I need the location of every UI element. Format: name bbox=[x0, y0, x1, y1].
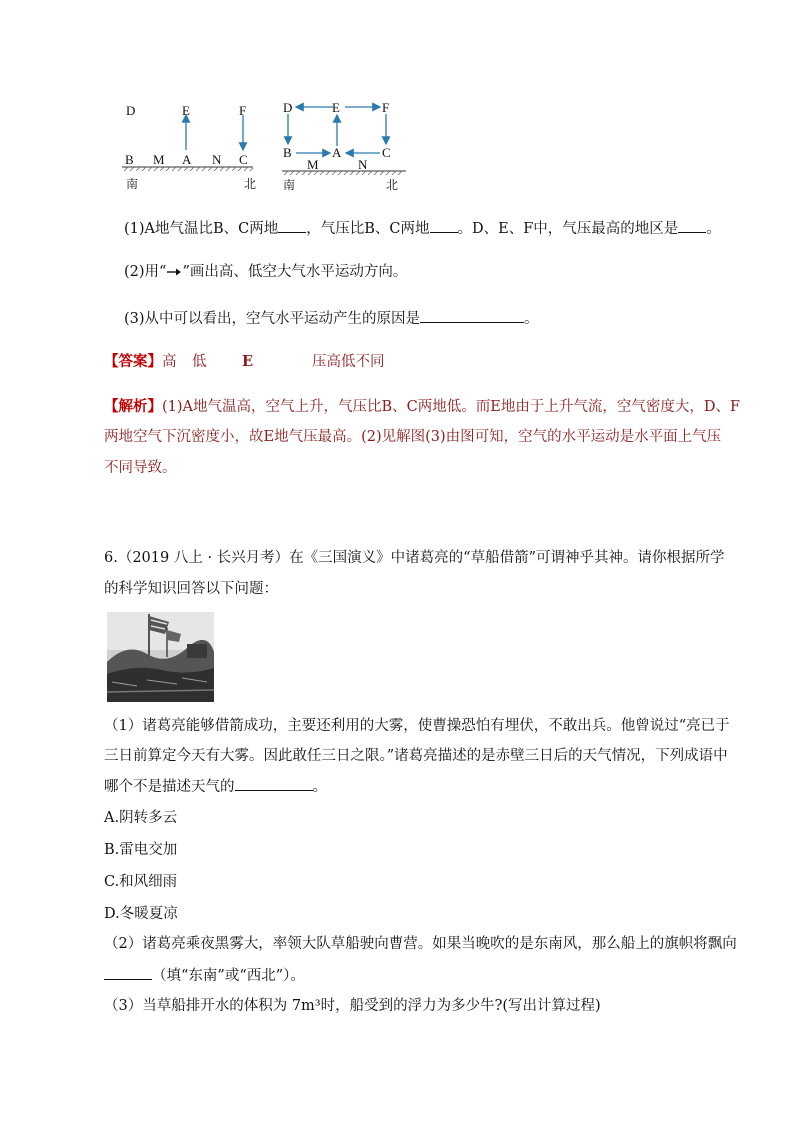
left-label-south: 南 bbox=[126, 177, 139, 191]
q5-blank-1[interactable] bbox=[278, 218, 306, 233]
q5-blank-4[interactable] bbox=[420, 308, 524, 323]
left-label-b: B bbox=[125, 152, 134, 167]
q6-option-c: C.和风细雨 bbox=[104, 874, 178, 890]
right-label-south: 南 bbox=[283, 178, 296, 192]
q6-sub2-line1: （2）诸葛亮乘夜黑雾大，率领大队草船驶向曹营。如果当晚吹的是东南风，那么船上的旗帜将飘向 bbox=[104, 936, 737, 952]
right-label-m: M bbox=[307, 157, 319, 172]
q6-sub1-line1: （1）诸葛亮能够借箭成功，主要还利用的大雾，使曹操恐怕有埋伏，不敢出兵。他曾说过“亮已于 bbox=[104, 718, 730, 734]
q5-sub3: (3)从中可以看出，空气水平运动产生的原因是 。 bbox=[124, 308, 539, 329]
right-label-c: C bbox=[382, 145, 391, 160]
left-label-c: C bbox=[239, 152, 248, 167]
q6-sub1-line3: 哪个不是描述天气的 。 bbox=[104, 776, 327, 797]
q6-option-d: D.冬暖夏凉 bbox=[104, 906, 178, 922]
left-label-a: A bbox=[182, 152, 192, 167]
left-label-d: D bbox=[126, 103, 136, 118]
q5-blank-2[interactable] bbox=[430, 218, 458, 233]
q5-analysis-line3: 不同导致。 bbox=[104, 460, 177, 476]
q5-sub1: (1)A地气温比B、C两地 ，气压比B、C两地 。D、E、F中，气压最高的地区是 。 bbox=[124, 218, 721, 239]
right-label-a: A bbox=[332, 145, 342, 160]
q5-sub2: (2)用“ ”画出高、低空大气水平运动方向。 bbox=[124, 264, 408, 280]
q5-blank-3[interactable] bbox=[678, 218, 706, 233]
answer-tag: 【答案】 bbox=[104, 353, 162, 370]
right-label-n: N bbox=[358, 157, 368, 172]
q6-option-b: B.雷电交加 bbox=[104, 842, 178, 858]
q6-blank-2[interactable] bbox=[104, 965, 152, 980]
left-label-m: M bbox=[153, 152, 165, 167]
q6-sub1-line2: 三日前算定今天有大雾。因此敢任三日之限。”诸葛亮描述的是赤壁三日后的天气情况，下列成语中 bbox=[104, 748, 728, 764]
q6-sub2-line2: （填“东南”或“西北”）。 bbox=[104, 965, 305, 986]
q6-stem-line1: 6.（2019 八上 · 长兴月考）在《三国演义》中诸葛亮的“草船借箭”可谓神乎其神。请你根据所学 bbox=[104, 550, 725, 566]
q6-stem-line2: 的科学知识回答以下问题： bbox=[104, 581, 278, 597]
right-label-f: F bbox=[382, 100, 390, 115]
q5-analysis-line2: 两地空气下沉密度小，故E地气压最高。(2)见解图(3)由图可知，空气的水平运动是水平面上气压 bbox=[104, 429, 722, 445]
analysis-tag: 【解析】 bbox=[104, 398, 162, 415]
left-label-e: E bbox=[182, 103, 190, 118]
right-label-b: B bbox=[283, 145, 292, 160]
q6-option-a: A.阴转多云 bbox=[104, 810, 178, 826]
straw-boat-photo bbox=[107, 612, 214, 702]
q6-sub3-line1: （3）当草船排开水的体积为 7m³时，船受到的浮力为多少牛?(写出计算过程) bbox=[104, 998, 601, 1014]
left-label-n: N bbox=[212, 152, 222, 167]
q5-answer: 【答案】高 低 E 压高低不同 bbox=[104, 353, 385, 370]
left-label-north: 北 bbox=[244, 177, 257, 191]
right-label-e: E bbox=[332, 100, 340, 115]
q5-analysis-line1: 【解析】(1)A地气温高，空气上升，气压比B、C两地低。而E地由于上升气流，空气密度大，D、F bbox=[104, 398, 741, 415]
right-label-d: D bbox=[283, 100, 293, 115]
arrow-symbol-icon bbox=[166, 267, 182, 277]
left-label-f: F bbox=[239, 103, 247, 118]
right-label-north: 北 bbox=[386, 178, 399, 192]
q6-blank-1[interactable] bbox=[235, 776, 313, 791]
